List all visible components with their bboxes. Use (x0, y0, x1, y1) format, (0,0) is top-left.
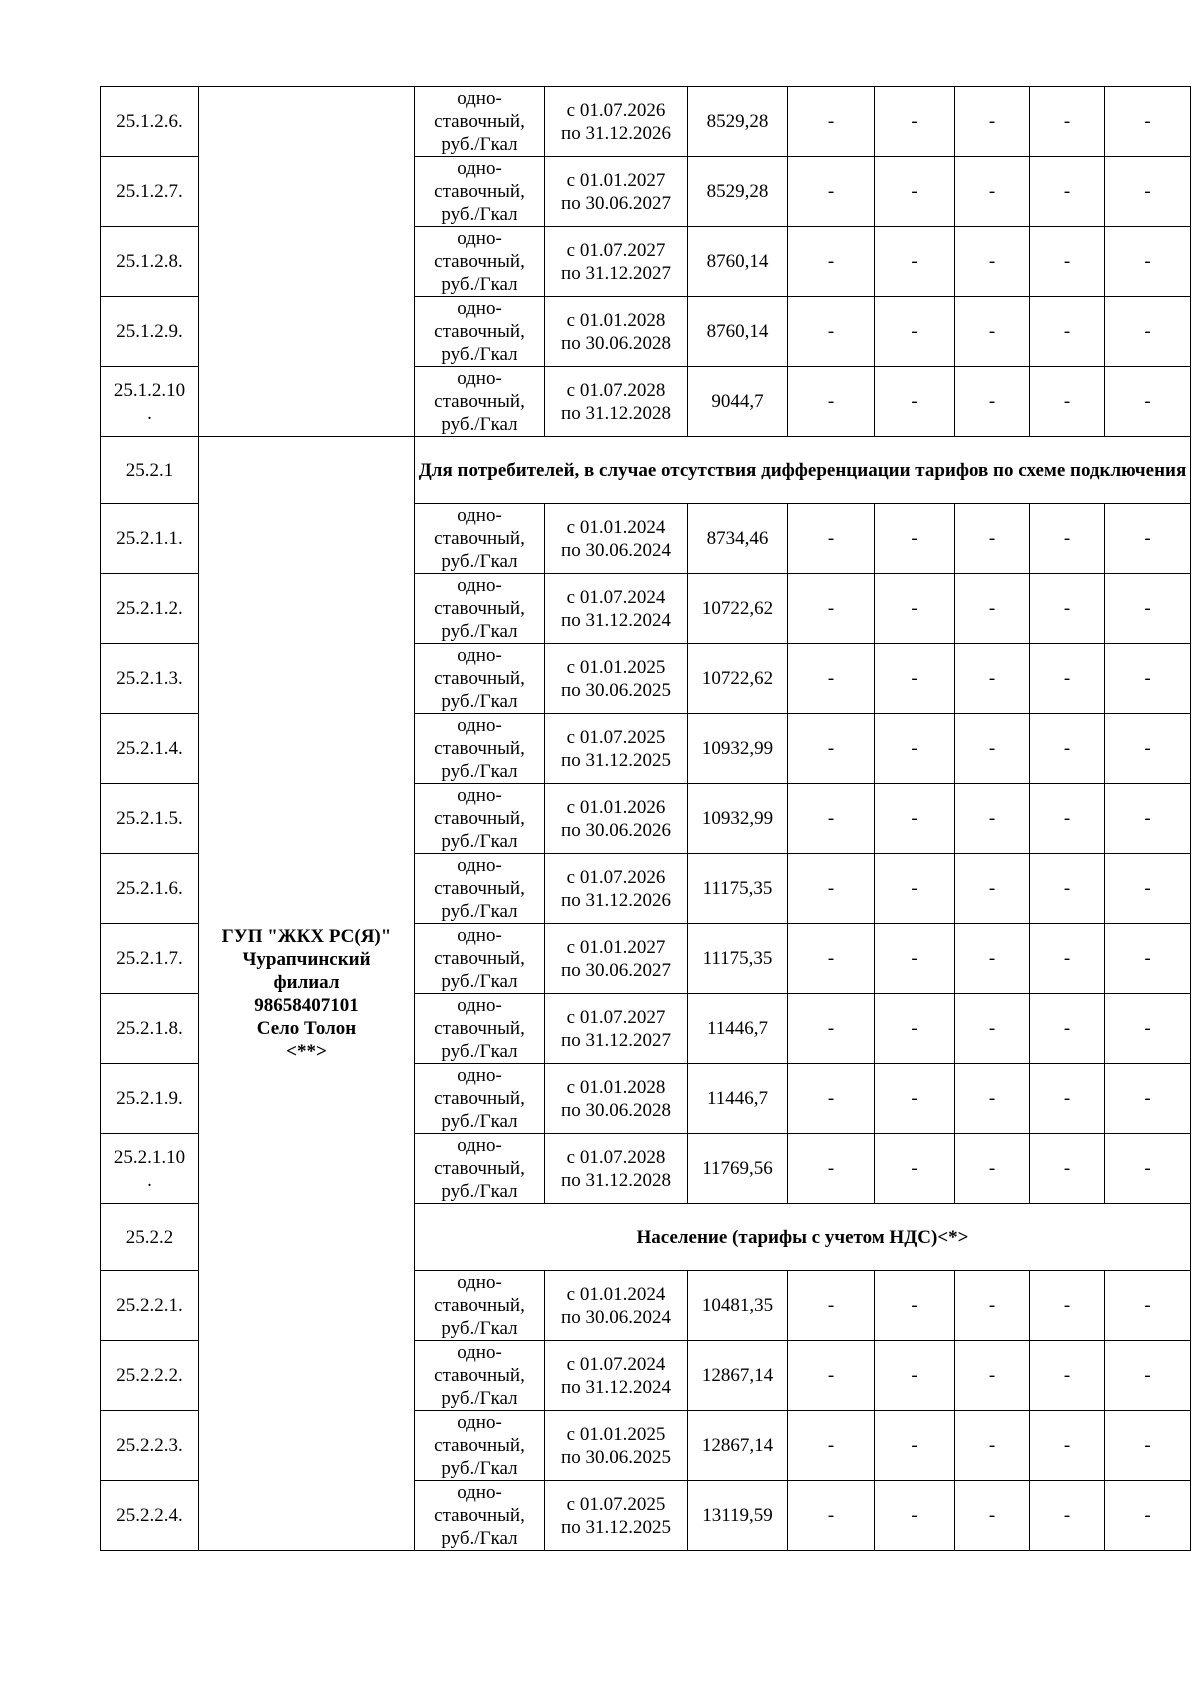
empty-value: - (1030, 1271, 1105, 1341)
row-number: 25.2.1.6. (101, 854, 199, 924)
validity-period: с 01.01.2025 по 30.06.2025 (545, 644, 688, 714)
empty-value: - (875, 924, 955, 994)
rate-type: одно- ставочный, руб./Гкал (415, 644, 545, 714)
validity-period: с 01.01.2024 по 30.06.2024 (545, 1271, 688, 1341)
empty-value: - (955, 924, 1030, 994)
tariff-value: 10932,99 (688, 714, 788, 784)
empty-value: - (955, 994, 1030, 1064)
rate-type: одно- ставочный, руб./Гкал (415, 227, 545, 297)
tariff-table (100, 86, 1191, 1551)
rate-type: одно- ставочный, руб./Гкал (415, 924, 545, 994)
empty-value: - (955, 784, 1030, 854)
rate-type: одно- ставочный, руб./Гкал (415, 994, 545, 1064)
section-number: 25.2.1 (101, 437, 199, 504)
empty-value: - (1030, 227, 1105, 297)
rate-type: одно- ставочный, руб./Гкал (415, 1341, 545, 1411)
tariff-value: 13119,59 (688, 1481, 788, 1551)
empty-value: - (1030, 644, 1105, 714)
empty-value: - (788, 924, 875, 994)
tariff-value: 8529,28 (688, 157, 788, 227)
section-title: Для потребителей, в случае отсутствия дифференциации тарифов по схеме подключения (415, 437, 1191, 504)
empty-value: - (1105, 297, 1191, 367)
empty-value: - (1030, 854, 1105, 924)
row-number: 25.2.1.1. (101, 504, 199, 574)
empty-value: - (875, 1341, 955, 1411)
empty-value: - (788, 367, 875, 437)
tariff-value: 9044,7 (688, 367, 788, 437)
empty-value: - (788, 157, 875, 227)
empty-value: - (955, 1341, 1030, 1411)
empty-value: - (1105, 87, 1191, 157)
row-number: 25.2.1.5. (101, 784, 199, 854)
tariff-value: 10722,62 (688, 644, 788, 714)
section-number: 25.2.2 (101, 1204, 199, 1271)
rate-type: одно- ставочный, руб./Гкал (415, 87, 545, 157)
tariff-value: 10722,62 (688, 574, 788, 644)
empty-value: - (1030, 157, 1105, 227)
empty-value: - (1105, 1271, 1191, 1341)
empty-value: - (1105, 1481, 1191, 1551)
organization-cell-continued (199, 87, 415, 437)
validity-period: с 01.07.2028 по 31.12.2028 (545, 367, 688, 437)
empty-value: - (788, 994, 875, 1064)
rate-type: одно- ставочный, руб./Гкал (415, 1134, 545, 1204)
validity-period: с 01.07.2027 по 31.12.2027 (545, 994, 688, 1064)
empty-value: - (955, 714, 1030, 784)
empty-value: - (955, 1271, 1030, 1341)
row-number: 25.2.2.4. (101, 1481, 199, 1551)
tariff-value: 8529,28 (688, 87, 788, 157)
empty-value: - (1030, 924, 1105, 994)
empty-value: - (788, 854, 875, 924)
empty-value: - (1030, 1341, 1105, 1411)
empty-value: - (1105, 574, 1191, 644)
validity-period: с 01.07.2024 по 31.12.2024 (545, 574, 688, 644)
section-header-row (101, 437, 1191, 504)
empty-value: - (788, 1271, 875, 1341)
empty-value: - (955, 87, 1030, 157)
empty-value: - (1030, 367, 1105, 437)
tariff-value: 11446,7 (688, 994, 788, 1064)
empty-value: - (955, 644, 1030, 714)
empty-value: - (1105, 714, 1191, 784)
empty-value: - (1105, 1134, 1191, 1204)
empty-value: - (955, 1064, 1030, 1134)
row-number: 25.2.1.4. (101, 714, 199, 784)
rate-type: одно- ставочный, руб./Гкал (415, 297, 545, 367)
empty-value: - (1030, 994, 1105, 1064)
row-number: 25.2.1.8. (101, 994, 199, 1064)
empty-value: - (1030, 1134, 1105, 1204)
empty-value: - (875, 714, 955, 784)
empty-value: - (1030, 1064, 1105, 1134)
row-number: 25.2.1.3. (101, 644, 199, 714)
rate-type: одно- ставочный, руб./Гкал (415, 1271, 545, 1341)
empty-value: - (788, 1064, 875, 1134)
empty-value: - (1105, 924, 1191, 994)
table-group-25-1-2 (101, 87, 1191, 437)
row-number: 25.2.1.7. (101, 924, 199, 994)
empty-value: - (875, 994, 955, 1064)
empty-value: - (1105, 994, 1191, 1064)
empty-value: - (788, 1134, 875, 1204)
empty-value: - (1030, 297, 1105, 367)
row-number: 25.2.1.9. (101, 1064, 199, 1134)
empty-value: - (875, 1271, 955, 1341)
empty-value: - (875, 1411, 955, 1481)
tariff-value: 11769,56 (688, 1134, 788, 1204)
empty-value: - (1105, 367, 1191, 437)
empty-value: - (1105, 854, 1191, 924)
row-number: 25.1.2.9. (101, 297, 199, 367)
empty-value: - (788, 784, 875, 854)
validity-period: с 01.01.2028 по 30.06.2028 (545, 297, 688, 367)
empty-value: - (875, 574, 955, 644)
validity-period: с 01.07.2025 по 31.12.2025 (545, 714, 688, 784)
tariff-value: 11175,35 (688, 924, 788, 994)
table-group-25-2 (101, 437, 1191, 1551)
empty-value: - (1105, 784, 1191, 854)
validity-period: с 01.07.2026 по 31.12.2026 (545, 854, 688, 924)
empty-value: - (788, 87, 875, 157)
row-number: 25.2.2.1. (101, 1271, 199, 1341)
empty-value: - (955, 574, 1030, 644)
tariff-value: 8760,14 (688, 227, 788, 297)
validity-period: с 01.07.2027 по 31.12.2027 (545, 227, 688, 297)
tariff-value: 11446,7 (688, 1064, 788, 1134)
empty-value: - (788, 574, 875, 644)
empty-value: - (1030, 87, 1105, 157)
empty-value: - (875, 297, 955, 367)
empty-value: - (955, 297, 1030, 367)
table-row (101, 87, 1191, 157)
empty-value: - (1030, 574, 1105, 644)
rate-type: одно- ставочный, руб./Гкал (415, 157, 545, 227)
validity-period: с 01.07.2026 по 31.12.2026 (545, 87, 688, 157)
empty-value: - (875, 504, 955, 574)
validity-period: с 01.01.2028 по 30.06.2028 (545, 1064, 688, 1134)
tariff-value: 8760,14 (688, 297, 788, 367)
empty-value: - (1030, 784, 1105, 854)
tariff-value: 10932,99 (688, 784, 788, 854)
empty-value: - (788, 644, 875, 714)
empty-value: - (875, 227, 955, 297)
row-number: 25.1.2.10 . (101, 367, 199, 437)
row-number: 25.2.1.10 . (101, 1134, 199, 1204)
section-title: Население (тарифы с учетом НДС)<*> (415, 1204, 1191, 1271)
empty-value: - (875, 1064, 955, 1134)
empty-value: - (1030, 714, 1105, 784)
row-number: 25.1.2.7. (101, 157, 199, 227)
empty-value: - (875, 367, 955, 437)
empty-value: - (788, 1481, 875, 1551)
empty-value: - (955, 854, 1030, 924)
empty-value: - (955, 227, 1030, 297)
empty-value: - (1030, 504, 1105, 574)
validity-period: с 01.01.2026 по 30.06.2026 (545, 784, 688, 854)
validity-period: с 01.01.2027 по 30.06.2027 (545, 157, 688, 227)
row-number: 25.2.2.2. (101, 1341, 199, 1411)
empty-value: - (875, 644, 955, 714)
rate-type: одно- ставочный, руб./Гкал (415, 367, 545, 437)
empty-value: - (875, 854, 955, 924)
row-number: 25.2.2.3. (101, 1411, 199, 1481)
empty-value: - (788, 1411, 875, 1481)
row-number: 25.1.2.6. (101, 87, 199, 157)
empty-value: - (875, 1134, 955, 1204)
tariff-value: 12867,14 (688, 1411, 788, 1481)
empty-value: - (955, 1481, 1030, 1551)
empty-value: - (955, 1134, 1030, 1204)
rate-type: одно- ставочный, руб./Гкал (415, 714, 545, 784)
empty-value: - (1105, 227, 1191, 297)
validity-period: с 01.01.2027 по 30.06.2027 (545, 924, 688, 994)
empty-value: - (875, 1481, 955, 1551)
empty-value: - (955, 1411, 1030, 1481)
tariff-value: 12867,14 (688, 1341, 788, 1411)
validity-period: с 01.01.2025 по 30.06.2025 (545, 1411, 688, 1481)
tariff-value: 11175,35 (688, 854, 788, 924)
empty-value: - (875, 157, 955, 227)
empty-value: - (788, 504, 875, 574)
empty-value: - (1105, 157, 1191, 227)
row-number: 25.2.1.2. (101, 574, 199, 644)
organization-name: ГУП "ЖКХ РС(Я)" Чурапчинский филиал 98658407101 Село Толон <**> (199, 437, 415, 1551)
empty-value: - (1105, 504, 1191, 574)
validity-period: с 01.07.2028 по 31.12.2028 (545, 1134, 688, 1204)
rate-type: одно- ставочный, руб./Гкал (415, 854, 545, 924)
empty-value: - (875, 87, 955, 157)
empty-value: - (955, 504, 1030, 574)
rate-type: одно- ставочный, руб./Гкал (415, 784, 545, 854)
empty-value: - (1105, 644, 1191, 714)
empty-value: - (1030, 1411, 1105, 1481)
rate-type: одно- ставочный, руб./Гкал (415, 1064, 545, 1134)
empty-value: - (1105, 1064, 1191, 1134)
empty-value: - (875, 784, 955, 854)
tariff-value: 8734,46 (688, 504, 788, 574)
rate-type: одно- ставочный, руб./Гкал (415, 1411, 545, 1481)
rate-type: одно- ставочный, руб./Гкал (415, 1481, 545, 1551)
rate-type: одно- ставочный, руб./Гкал (415, 504, 545, 574)
validity-period: с 01.07.2024 по 31.12.2024 (545, 1341, 688, 1411)
validity-period: с 01.07.2025 по 31.12.2025 (545, 1481, 688, 1551)
tariff-value: 10481,35 (688, 1271, 788, 1341)
empty-value: - (788, 227, 875, 297)
empty-value: - (788, 714, 875, 784)
empty-value: - (788, 1341, 875, 1411)
empty-value: - (1105, 1341, 1191, 1411)
row-number: 25.1.2.8. (101, 227, 199, 297)
rate-type: одно- ставочный, руб./Гкал (415, 574, 545, 644)
empty-value: - (1030, 1481, 1105, 1551)
empty-value: - (1105, 1411, 1191, 1481)
validity-period: с 01.01.2024 по 30.06.2024 (545, 504, 688, 574)
empty-value: - (955, 157, 1030, 227)
empty-value: - (788, 297, 875, 367)
empty-value: - (955, 367, 1030, 437)
